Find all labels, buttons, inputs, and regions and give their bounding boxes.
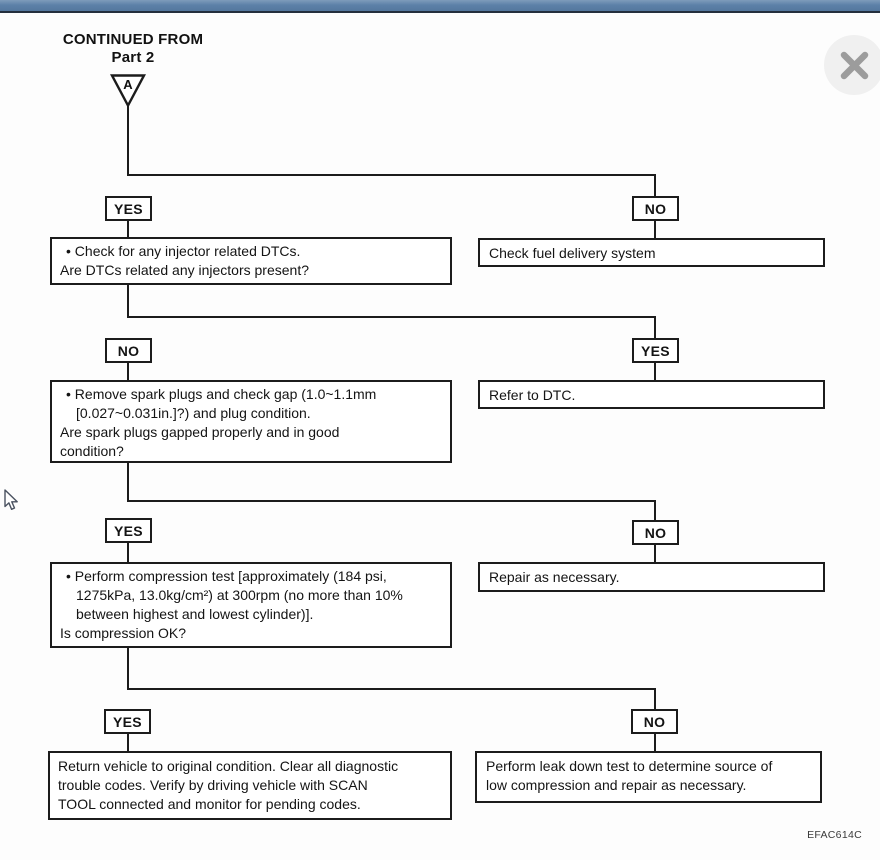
connector-line	[127, 220, 129, 238]
connector-line	[654, 500, 656, 520]
flow-box-line: • Check for any injector related DTCs.	[66, 243, 301, 259]
decision-tag-no-1: NO	[632, 196, 679, 221]
decision-tag-no-4: NO	[631, 709, 678, 734]
close-icon	[824, 35, 880, 95]
connector-line	[654, 733, 656, 752]
flow-box-line: Refer to DTC.	[489, 387, 576, 403]
flow-box-line: [0.027~0.031in.]?) and plug condition.	[76, 405, 311, 421]
connector-line	[654, 544, 656, 562]
flow-box-line: Return vehicle to original condition. Clear all diagnostic	[58, 758, 399, 774]
connector-line	[127, 285, 129, 318]
connector-line	[654, 174, 656, 198]
flow-box-compression-test	[50, 562, 452, 648]
window-title-bar	[0, 0, 880, 13]
connector-line	[654, 688, 656, 710]
flow-box-line: Repair as necessary.	[489, 569, 620, 585]
flow-box-check-spark-plugs	[50, 380, 452, 463]
continued-from-label	[48, 31, 218, 67]
flow-box-line: Are DTCs related any injectors present?	[60, 262, 309, 278]
connector-line	[127, 733, 129, 752]
figure-code: EFAC614C	[807, 829, 862, 841]
continued-from-line1: CONTINUED FROM	[62, 31, 204, 48]
flow-box-line: • Perform compression test [approximately (184 psi,	[66, 568, 387, 584]
decision-tag-yes-2: YES	[632, 338, 679, 363]
connector-line	[127, 542, 129, 562]
flow-box-line: Are spark plugs gapped properly and in good	[60, 424, 340, 440]
decision-tag-yes-1: YES	[105, 196, 152, 221]
flow-box-check-fuel-delivery	[478, 238, 825, 267]
flow-box-repair-as-necessary	[478, 562, 825, 592]
flow-box-line: TOOL connected and monitor for pending codes.	[58, 796, 361, 812]
flow-box-refer-to-dtc	[478, 380, 825, 409]
flow-box-leak-down-test	[475, 751, 822, 803]
connector-line	[127, 463, 129, 502]
decision-tag-no-2: NO	[105, 338, 152, 363]
connector-line	[127, 362, 129, 380]
connector-line	[127, 688, 656, 690]
flow-box-return-vehicle	[48, 751, 452, 820]
flow-box-line: 1275kPa, 13.0kg/cm²) at 300rpm (no more than 10%	[76, 587, 403, 603]
flow-box-line: Check fuel delivery system	[489, 245, 656, 261]
decision-tag-yes-4: YES	[104, 709, 151, 734]
decision-tag-no-3: NO	[632, 520, 679, 545]
flow-box-line: Perform leak down test to determine source of	[486, 758, 773, 774]
connector-line	[127, 316, 656, 318]
connector-label: A	[123, 77, 133, 92]
mouse-cursor-icon	[3, 489, 21, 518]
connector-line	[127, 500, 656, 502]
connector-line	[127, 174, 656, 176]
flow-box-line: trouble codes. Verify by driving vehicle with SCAN	[58, 777, 368, 793]
flow-box-line: Is compression OK?	[60, 625, 187, 641]
connector-line	[654, 220, 656, 240]
decision-tag-yes-3: YES	[105, 518, 152, 543]
connector-line	[654, 362, 656, 380]
flow-box-line: low compression and repair as necessary.	[486, 777, 747, 793]
connector-line	[654, 316, 656, 340]
connector-line	[127, 104, 129, 176]
flow-box-check-injector-dtcs	[50, 237, 452, 285]
close-button[interactable]	[824, 35, 880, 95]
connector-line	[127, 648, 129, 690]
flow-box-line: • Remove spark plugs and check gap (1.0~1.1mm	[66, 386, 377, 402]
flow-box-line: condition?	[60, 443, 124, 459]
continued-from-line2: Part 2	[111, 49, 155, 66]
flow-box-line: between highest and lowest cylinder)].	[76, 606, 314, 622]
